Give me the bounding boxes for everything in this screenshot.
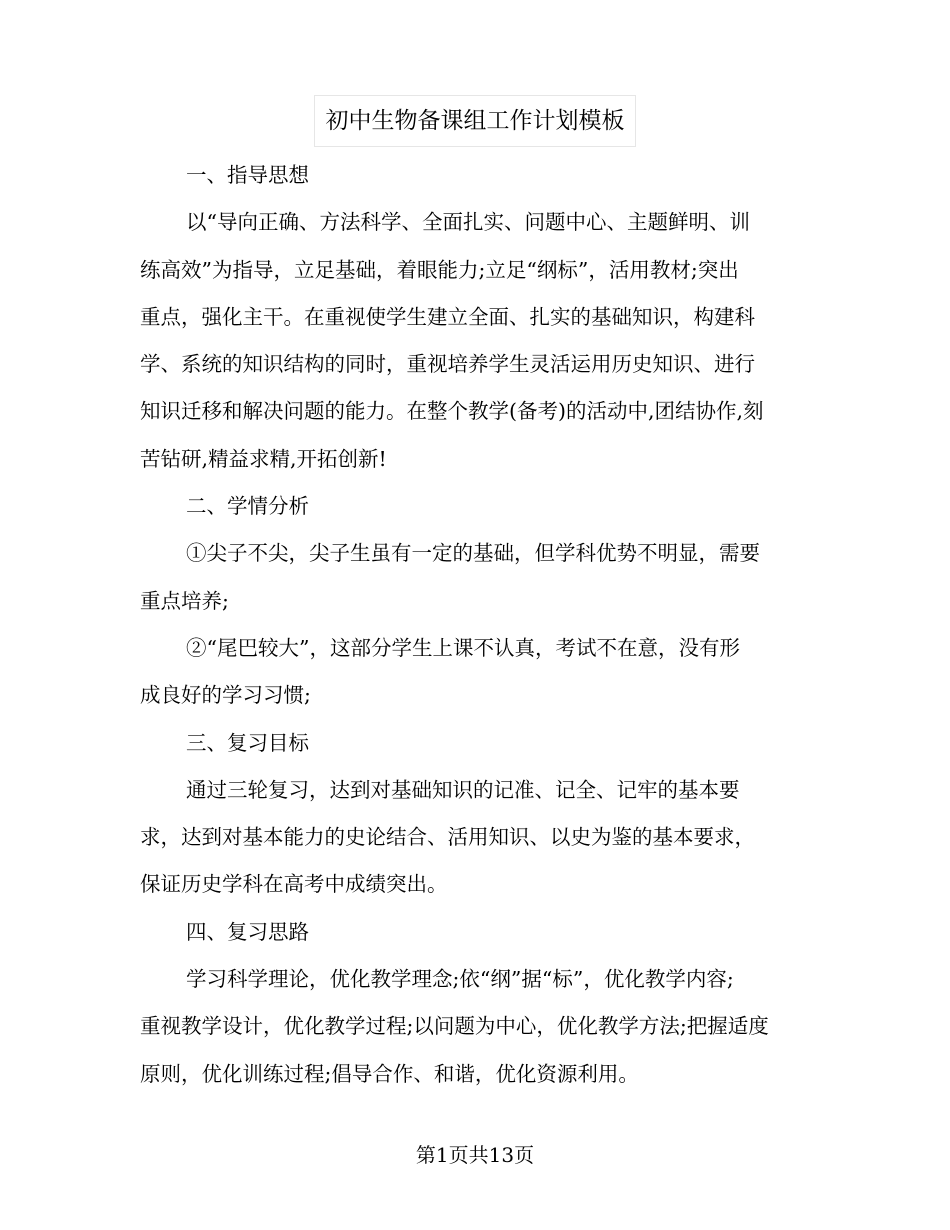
- text-line: 一、指导思想: [186, 163, 309, 187]
- text-line: 保证历史学科在高考中成绩突出。: [140, 872, 448, 897]
- text-line: 以“导向正确、方法科学、全面扎实、问题中心、主题鲜明、训: [186, 210, 750, 235]
- text-line: 知识迁移和解决问题的能力。在整个教学(备考)的活动中,团结协作,刻: [140, 399, 764, 424]
- text-line: 成良好的学习习惯;: [140, 683, 311, 708]
- text-line: 重点，强化主干。在重视使学生建立全面、扎实的基础知识，构建科: [140, 304, 755, 329]
- text-line: ②“尾巴较大”，这部分学生上课不认真，考试不在意，没有形: [186, 635, 740, 660]
- title-box: [314, 95, 636, 147]
- text-line: 三、复习目标: [186, 730, 309, 755]
- text-line: 重点培养;: [140, 588, 229, 613]
- text-line: 重视教学设计，优化教学过程;以问题为中心，优化教学方法;把握适度: [140, 1014, 769, 1039]
- text-line: 通过三轮复习，达到对基础知识的记准、记全、记牢的基本要: [186, 777, 740, 802]
- text-line: ①尖子不尖，尖子生虽有一定的基础，但学科优势不明显，需要: [186, 541, 760, 566]
- text-line: 学、系统的知识结构的同时，重视培养学生灵活运用历史知识、进行: [140, 352, 755, 377]
- text-line: 学习科学理论，优化教学理念;依“纲”据“标”，优化教学内容;: [186, 967, 734, 992]
- text-line: 求，达到对基本能力的史论结合、活用知识、以史为鉴的基本要求，: [140, 825, 755, 850]
- document-body: [140, 152, 810, 1098]
- text-line: 苦钻研,精益求精,开拓创新!: [140, 446, 387, 471]
- page-footer: 第1页共13页: [415, 1143, 535, 1167]
- page-title: 初中生物备课组工作计划模板: [325, 107, 625, 134]
- text-line: 原则，优化训练过程;倡导合作、和谐，优化资源利用。: [140, 1061, 639, 1086]
- text-line: 四、复习思路: [186, 919, 309, 944]
- text-line: 二、学情分析: [186, 494, 309, 519]
- text-line: 练高效”为指导，立足基础，着眼能力;立足“纲标”，活用教材;突出: [140, 257, 739, 282]
